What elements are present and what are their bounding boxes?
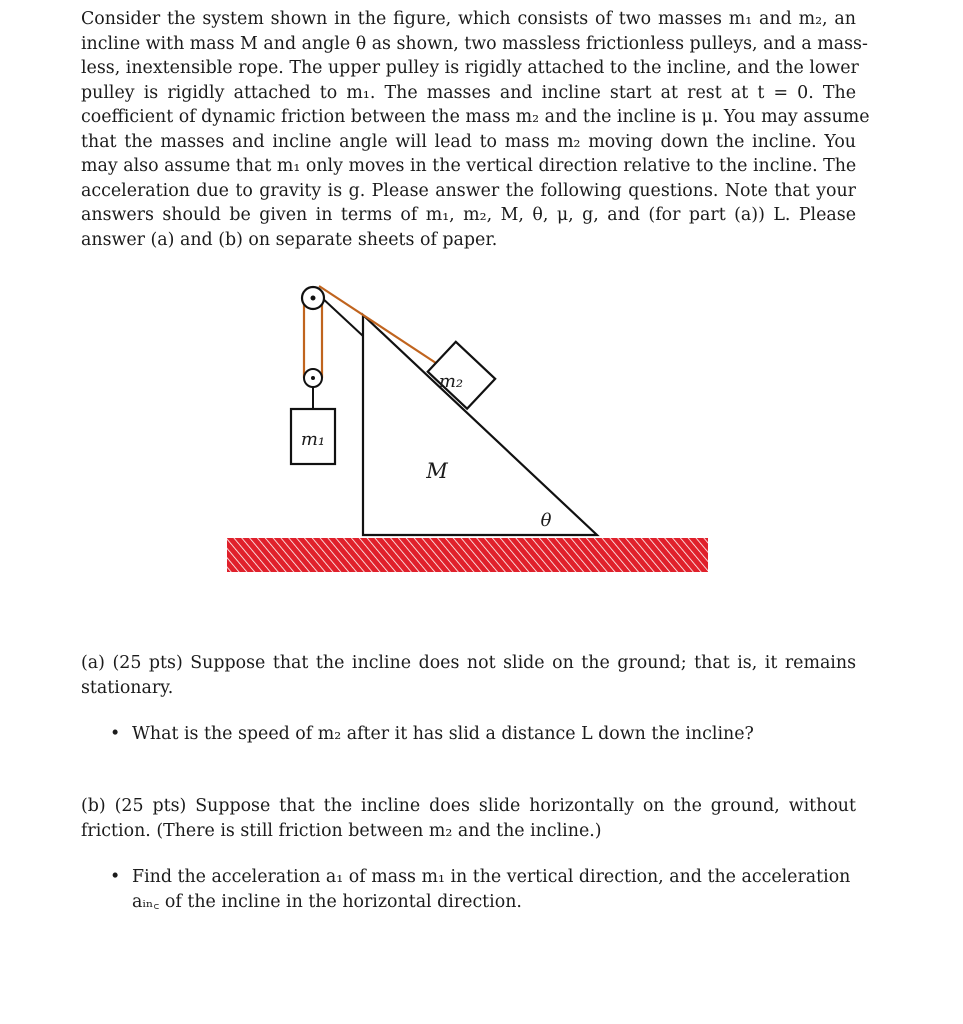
- part-b-question-line-2: aᵢₙ꜀ of the incline in the horizontal direction.: [132, 891, 522, 912]
- label-m2: m₂: [438, 371, 464, 392]
- intro-line-4: pulley is rigidly attached to m₁. The masses and incline start at rest at t = 0. The: [81, 82, 856, 103]
- intro-line-3: less, inextensible rope. The upper pulley is rigidly attached to the incline, and the lower: [81, 58, 859, 78]
- problem-statement: [81, 7, 870, 252]
- intro-line-7: may also assume that m₁ only moves in the vertical direction relative to the incline. The: [81, 156, 857, 176]
- intro-line-8: acceleration due to gravity is g. Please answer the following questions. Note that your: [81, 180, 856, 201]
- label-M: M: [426, 459, 448, 483]
- lower-pulley-axle: [311, 376, 315, 380]
- part-b-line-2: friction. (There is still friction between m₂ and the incline.): [81, 820, 602, 841]
- part-a-statement: [81, 651, 856, 700]
- part-b-line-1: (b) (25 pts) Suppose that the incline does slide horizontally on the ground, without: [81, 796, 856, 816]
- label-theta: θ: [540, 510, 552, 531]
- part-b-question-line-1: Find the acceleration a₁ of mass m₁ in the vertical direction, and the acceleration: [132, 867, 851, 887]
- intro-line-1: Consider the system shown in the figure, which consists of two masses m₁ and m₂, an: [81, 9, 856, 29]
- incline-block: [363, 315, 597, 535]
- part-a-question: [110, 722, 856, 747]
- intro-line-10: answer (a) and (b) on separate sheets of paper.: [81, 229, 498, 250]
- intro-line-6: that the masses and incline angle will lead to mass m₂ moving down the incline. You: [81, 131, 856, 152]
- part-a-question-text: What is the speed of m₂ after it has slid a distance L down the incline?: [132, 724, 754, 744]
- ground-hatched: [227, 538, 708, 572]
- part-a-line-1: (a) (25 pts) Suppose that the incline does not slide on the ground; that is, it remains: [81, 653, 856, 673]
- upper-pulley-axle: [311, 296, 316, 301]
- part-a-line-2: stationary.: [81, 677, 174, 698]
- bullet-icon: •: [110, 867, 121, 887]
- intro-line-2: incline with mass M and angle θ as shown, two massless frictionless pulleys, and a mass-: [81, 33, 868, 54]
- intro-line-9: answers should be given in terms of m₁, m₂, M, θ, μ, g, and (for part (a)) L. Please: [81, 205, 856, 225]
- label-m1: m₁: [300, 429, 326, 450]
- bullet-icon: •: [110, 724, 121, 744]
- part-b-question: [110, 865, 856, 914]
- part-b-statement: [81, 794, 856, 843]
- incline-pulley-figure: [220, 270, 720, 590]
- intro-line-5: coefficient of dynamic friction between the mass m₂ and the incline is μ. You may assume: [81, 107, 870, 127]
